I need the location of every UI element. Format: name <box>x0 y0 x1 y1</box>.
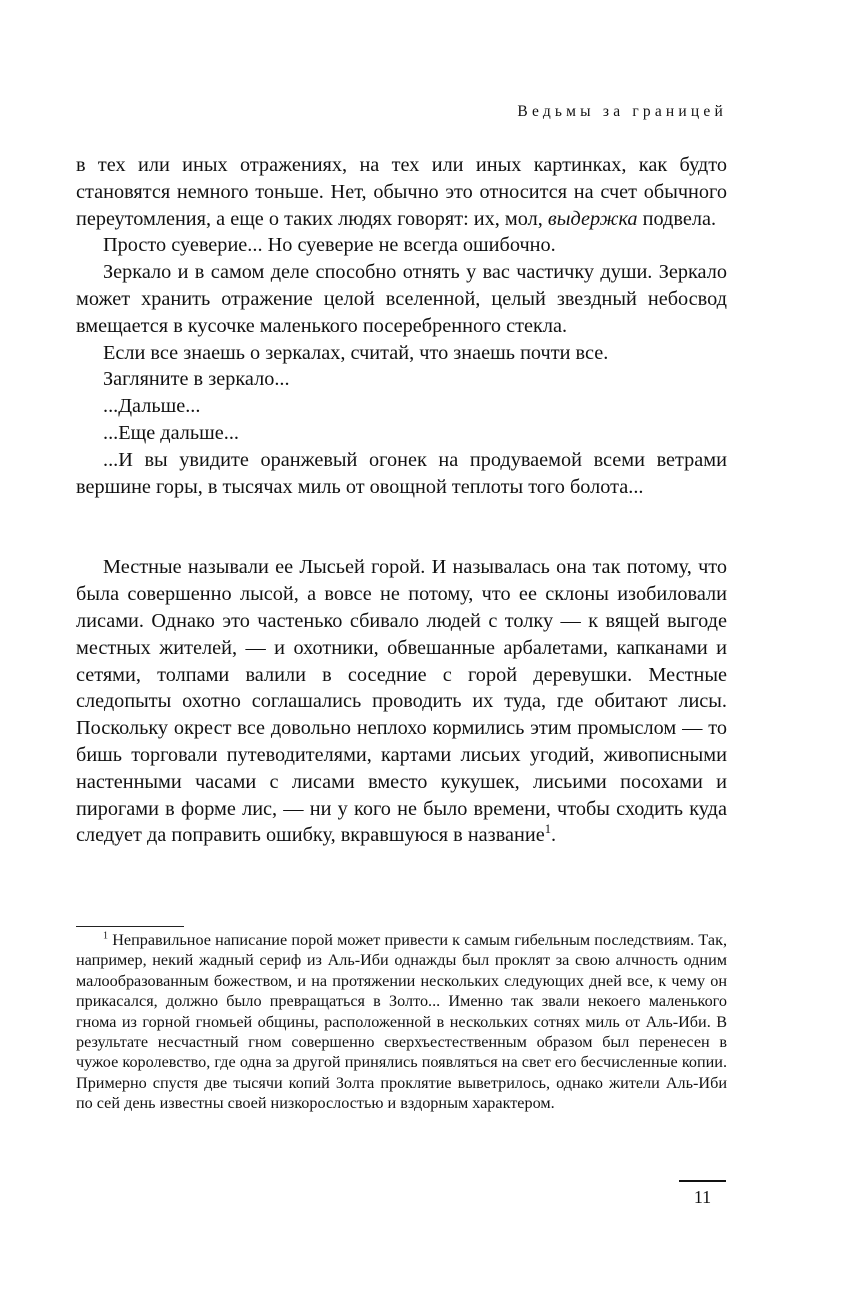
paragraph: Если все знаешь о зеркалах, считай, что знаешь почти все. <box>103 341 609 364</box>
section-break <box>76 500 727 554</box>
paragraph-text: Местные называли ее Лысьей горой. И называлась она так потому, что была совершенно лысой, а вовсе не потому, что ее склоны изобиловали лисами. Однако это частенько сбивало людей с толку — к вящей выгоде местных жителей, — и охотники, обвешанные арбалетами, капканами и сетями, толпами валили в соседние с горой деревушки. Местные следопыты охотно соглашались проводить их туда, где обитают лисы. Поскольку окрест все довольно неплохо кормились этим промыслом — то бишь торговали путеводителями, картами лисьих угодий, живописными настенными часами с лисами вместо кукушек, лисьими посохами и пирогами в форме лис, — ни у кого не было времени, чтобы сходить куда следует да поправить ошибку, вкравшуюся в название <box>76 556 727 847</box>
footnotes <box>76 930 727 1114</box>
italic-emphasis: выдержка <box>547 207 638 230</box>
body-text <box>76 152 727 849</box>
footnote <box>76 930 727 1114</box>
paragraph: Загляните в зеркало... <box>103 368 290 391</box>
footnote-separator <box>76 926 184 927</box>
paragraph: ...Еще дальше... <box>103 421 239 444</box>
footnote-reference[interactable]: 1 <box>544 822 552 837</box>
footnote-marker: 1 <box>103 930 109 942</box>
page-number: 11 <box>693 1187 712 1207</box>
paragraph: ...И вы увидите оранжевый огонек на продуваемой всеми ветрами вершине горы, в тысячах миль от овощной теплоты того болота... <box>76 448 727 498</box>
page-number-rule <box>679 1180 726 1182</box>
paragraph: ...Дальше... <box>103 395 201 418</box>
running-head: Ведьмы за границей <box>517 103 727 120</box>
paragraph-text: . <box>551 824 557 847</box>
paragraph-section-start <box>76 554 727 849</box>
paragraph-text: подвела. <box>637 207 717 230</box>
paragraph: Просто суеверие... Но суеверие не всегда ошибочно. <box>103 234 556 257</box>
paragraph: Зеркало и в самом деле способно отнять у вас частичку души. Зеркало может хранить отражение целой вселенной, целый звездный небосвод вмещается в кусочке маленького посеребренного стекла. <box>76 261 727 337</box>
paragraph-continuation <box>76 152 727 232</box>
footnote-text: Неправильное написание порой может привести к самым гибельным последствиям. Так, например, некий жадный сериф из Аль-Иби однажды был проклят за свою алчность одним малообразованным божеством, и на протяжении нескольких следующих дней все, к чему он прикасался, должно было превращаться в Золто... Именно так звали некоего маленького гнома из горной гномьей общины, расположенной в нескольких сотнях миль от Аль-Иби. В результате несчастный гном совершенно сверхъестественным образом был перенесен в чужое королевство, где одна за другой принялись появляться на свет его бесчисленные копии. Примерно спустя две тысячи копий Золта проклятие выветрилось, однако жители Аль-Иби по сей день известны своей низкорослостью и вздорным характером. <box>76 931 727 1113</box>
paragraph-text: в тех или иных отражениях, на тех или иных картинках, как будто становятся немного тоньше. Нет, обычно это относится на счет обычного переутомления, а еще о таких людях говорят: их, мол, <box>76 154 727 230</box>
